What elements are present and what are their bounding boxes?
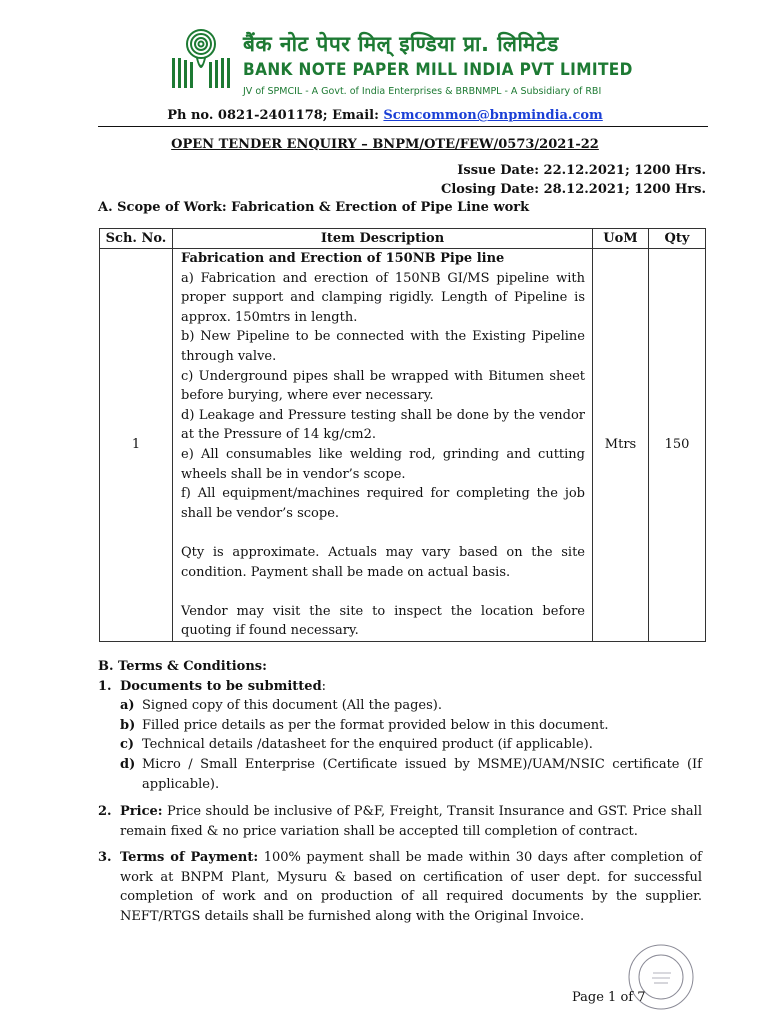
- description-cell: [173, 249, 593, 642]
- price-title: Price:: [120, 804, 163, 819]
- docs-title: Documents to be submitted: [120, 678, 322, 694]
- sch-no-cell: 1: [100, 249, 173, 642]
- email-link[interactable]: Scmcommon@bnpmindia.com: [383, 108, 603, 123]
- company-name-hindi: बैंक नोट पेपर मिल् इण्डिया प्रा. लिमिटेड: [243, 32, 559, 56]
- contact-line: [0, 108, 770, 123]
- col-item-description: Item Description: [173, 229, 593, 249]
- list-item: b) Filled price details as per the format provided below in this document.: [120, 717, 609, 733]
- docs-heading: 1. Documents to be submitted:: [98, 677, 702, 697]
- payment-title: Terms of Payment:: [120, 850, 259, 865]
- header-divider: [98, 126, 708, 127]
- company-name-english: BANK NOTE PAPER MILL INDIA PVT LIMITED: [243, 60, 633, 79]
- list-item: d) Micro / Small Enterprise (Certificate issued by MSME)/UAM/NSIC certificate (If applicable).: [120, 756, 702, 792]
- list-item: c) Technical details /datasheet for the enquired product (if applicable).: [120, 737, 593, 753]
- visit-note: Vendor may visit the site to inspect the location before quoting if found necessary.: [181, 603, 585, 639]
- uom-cell: Mtrs: [593, 249, 649, 642]
- closing-date: Closing Date: 28.12.2021; 1200 Hrs.: [440, 182, 706, 197]
- page-number: Page 1 of 7: [572, 990, 646, 1005]
- price-text: Price should be inclusive of P&F, Freight, Transit Insurance and GST. Price shall remain fixed & no price variation shall be accepted till completion of contract.: [120, 804, 702, 839]
- company-subtitle: JV of SPMCIL - A Govt. of India Enterprises & BRBNMPL - A Subsidiary of RBI: [243, 86, 602, 97]
- desc-line-e: e) All consumables like welding rod, grinding and cutting wheels shall be in vendor’s scope.: [181, 446, 585, 482]
- terms-heading: B. Terms & Conditions:: [98, 659, 267, 674]
- col-sch-no: Sch. No.: [100, 229, 173, 249]
- col-qty: Qty: [649, 229, 706, 249]
- tender-reference: OPEN TENDER ENQUIRY – BNPM/OTE/FEW/0573/2021-22: [171, 137, 599, 152]
- desc-line-b: b) New Pipeline to be connected with the Existing Pipeline through valve.: [181, 329, 585, 364]
- item-title: Fabrication and Erection of 150NB Pipe line: [181, 251, 505, 266]
- table-header-row: [100, 229, 706, 249]
- payment-text: 100% payment shall be made within 30 days after completion of work at BNPM Plant, Mysuru & based on certification of user dept. for successful completion of work and on production of all required documents by the supplier. NEFT/RTGS details shall be furnished along with the Original Invoice.: [120, 850, 702, 924]
- tender-dates: [441, 161, 706, 199]
- col-uom: UoM: [593, 229, 649, 249]
- desc-line-f: f) All equipment/machines required for completing the job shall be vendor’s scope.: [181, 486, 585, 521]
- desc-line-c: c) Underground pipes shall be wrapped with Bitumen sheet before burying, where ever necessary.: [181, 368, 585, 404]
- terms-section: [98, 657, 702, 794]
- desc-line-a: a) Fabrication and erection of 150NB GI/MS pipeline with proper support and clamping rigidly. Length of Pipeline is approx. 150mtrs in length.: [181, 270, 585, 325]
- list-item: a) Signed copy of this document (All the pages).: [120, 698, 442, 714]
- price-clause: 2. Price: Price should be inclusive of P&F, Freight, Transit Insurance and GST. Price shall remain fixed & no price variation shall be accepted till completion of contract.: [98, 804, 702, 839]
- qty-note: Qty is approximate. Actuals may vary based on the site condition. Payment shall be made on actual basis.: [181, 544, 585, 580]
- table-row: [100, 249, 706, 642]
- bnpm-logo-icon: [168, 28, 234, 90]
- issue-date: Issue Date: 22.12.2021; 1200 Hrs.: [457, 163, 706, 178]
- qty-cell: 150: [649, 249, 706, 642]
- desc-line-d: d) Leakage and Pressure testing shall be done by the vendor at the Pressure of 14 kg/cm2.: [181, 407, 585, 443]
- scope-table: [99, 228, 706, 642]
- phone-text: Ph no. 0821-2401178; Email:: [167, 108, 384, 123]
- payment-clause: 3. Terms of Payment: 100% payment shall be made within 30 days after completion of work at BNPM Plant, Mysuru & based on certification of user dept. for successful completion of work and on production of all required documents by the supplier. NEFT/RTGS details shall be furnished along with the Original Invoice.: [98, 850, 702, 924]
- docs-label: 1.: [98, 678, 112, 694]
- scope-heading: A. Scope of Work: Fabrication & Erection of Pipe Line work: [98, 200, 530, 215]
